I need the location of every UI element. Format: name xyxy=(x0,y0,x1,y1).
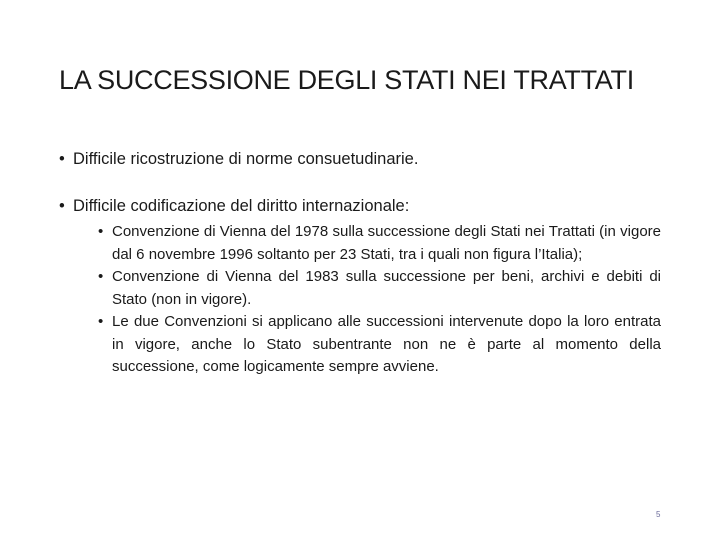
sub-bullet-item xyxy=(98,221,661,266)
bullet-item xyxy=(59,148,661,170)
bullet-marker: • xyxy=(98,313,104,330)
bullet-marker: • xyxy=(98,268,104,285)
sub-bullet-item xyxy=(98,266,661,311)
sub-bullet-item xyxy=(98,311,661,379)
sub-bullet-text: Le due Convenzioni si applicano alle successioni intervenute dopo la loro entrata in vigore, anche lo Stato subentrante non ne è parte al momento della successione, come logicamente sempre avviene. xyxy=(112,313,661,375)
bullet-marker: • xyxy=(59,197,65,215)
bullet-item xyxy=(59,195,661,379)
bullet-marker: • xyxy=(59,150,65,168)
sub-bullet-text: Convenzione di Vienna del 1978 sulla successione degli Stati nei Trattati (in vigore dal 6 novembre 1996 soltanto per 23 Stati, tra i quali non figura l’Italia); xyxy=(112,223,661,263)
bullet-list xyxy=(59,148,661,379)
bullet-text: Difficile codificazione del diritto internazionale: xyxy=(73,197,410,215)
page-number: 5 xyxy=(656,510,661,519)
slide-title: LA SUCCESSIONE DEGLI STATI NEI TRATTATI xyxy=(59,65,634,95)
sub-bullet-text: Convenzione di Vienna del 1983 sulla successione per beni, archivi e debiti di Stato (non in vigore). xyxy=(112,268,661,308)
sub-bullet-list xyxy=(73,221,661,379)
bullet-text: Difficile ricostruzione di norme consuetudinarie. xyxy=(73,150,419,168)
bullet-marker: • xyxy=(98,223,104,240)
